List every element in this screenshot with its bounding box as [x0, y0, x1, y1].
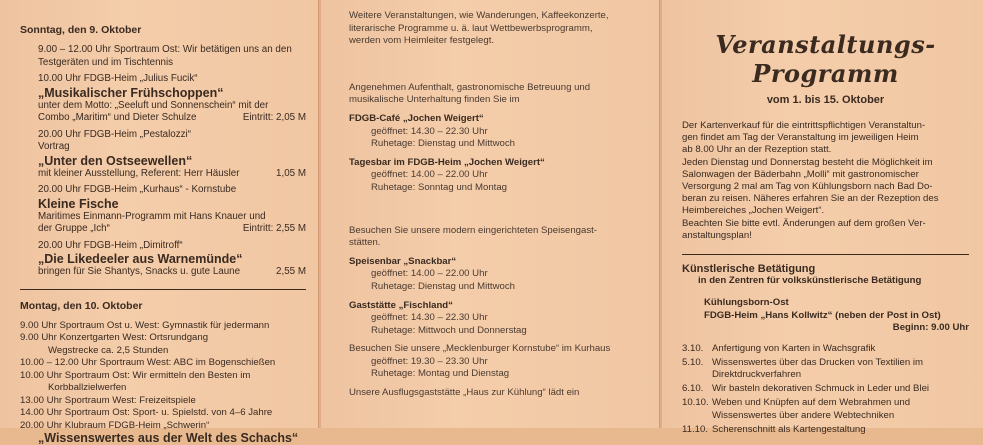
event-time-line: 9.00 Uhr Sportraum Ost u. West: Gymnastik für jedermann	[20, 319, 270, 331]
event-desc: mit kleiner Ausstellung, Referent: Herr Häusler	[38, 167, 240, 179]
section-title: Künstlerische Betätigung	[682, 263, 816, 276]
intro-text: werden vom Heimleiter festgelegt.	[349, 35, 495, 47]
event-desc: bringen für Sie Shantys, Snacks u. gute Laune	[38, 266, 241, 277]
venue-hours: geöffnet: 14.00 – 22.00 Uhr	[371, 268, 488, 280]
event-item	[20, 129, 306, 181]
visit-text: Besuchen Sie unsere modern eingerichteten Speisengast-	[349, 224, 597, 236]
info-text: ab 8.00 Uhr an der Rezeption statt.	[682, 144, 832, 156]
divider	[682, 254, 969, 255]
stay-text: Angenehmen Aufenthalt, gastronomische Betreuung und	[349, 81, 591, 93]
info-text: gen findet am Tag der Veranstaltung im jeweiligen Heim	[682, 132, 919, 144]
event-price: Eintritt: 2,05 M	[242, 112, 306, 123]
venue-restdays: Ruhetage: Montag und Dienstag	[371, 368, 510, 380]
item-text: Wir basteln dekorativen Schmuck in Leder und Blei	[712, 383, 930, 395]
list-item	[682, 383, 969, 395]
item-text: Weben und Knüpfen auf dem Webrahmen und	[712, 397, 911, 409]
event-time-line: 9.00 Uhr Konzertgarten West: Ortsrundgang	[20, 332, 209, 343]
item-text: Scherenschnitt als Kartengestaltung	[712, 423, 866, 435]
event-time-line: 20.00 Uhr FDGB-Heim „Pestalozzi“	[38, 128, 191, 140]
info-text: beran zu reisen. Näheres erfahren Sie an der Rezeption des	[682, 193, 939, 205]
program-title: Veranstaltungs-Programm	[715, 30, 936, 88]
venue-line: Besuchen Sie unsere „Mecklenburger Kornstube“ im Kurhaus	[349, 343, 611, 355]
event-item	[20, 73, 306, 125]
intro-text: Weitere Veranstaltungen, wie Wanderungen, Kaffeekonzerte,	[349, 10, 609, 21]
event-title: „Musikalischer Frühschoppen“	[38, 85, 224, 100]
item-date: 6.10.	[682, 383, 704, 395]
event-desc: der Gruppe „Ich“	[38, 223, 110, 234]
day-heading-monday: Montag, den 10. Oktober	[20, 299, 143, 312]
item-text: Wissenswertes über andere Webtechniken	[712, 409, 895, 421]
venue-name: Gaststätte „Fischland“	[349, 299, 453, 311]
event-desc: Combo „Maritim“ und Dieter Schulze	[38, 112, 197, 123]
left-panel	[0, 0, 318, 445]
item-date: 5.10.	[682, 356, 704, 368]
section-subtitle: in den Zentren für volkskünstlerische Betätigung	[698, 275, 922, 287]
item-date: 11.10.	[682, 423, 708, 435]
venue-hours: geöffnet: 14.30 – 22.30 Uhr	[371, 312, 488, 324]
event-price: Eintritt: 2,55 M	[242, 223, 306, 234]
event-time-line: 20.00 Uhr FDGB-Heim „Dimitroff“	[38, 239, 183, 251]
event-title: „Wissenswertes aus der Welt des Schachs“	[38, 431, 299, 445]
event-title: Kleine Fische	[38, 196, 119, 211]
event-type: Vortrag	[38, 141, 70, 152]
venue-name: Speisenbar „Snackbar“	[349, 255, 457, 267]
item-date: 10.10.	[682, 397, 709, 409]
visit-text: stätten.	[349, 237, 381, 249]
event-desc: Testgeräten und im Tischtennis	[38, 56, 174, 68]
event-desc: Korbballzielwerfen	[48, 382, 127, 393]
event-time-line: 20.00 Uhr Klubraum FDGB-Heim „Schwerin“	[20, 419, 210, 431]
location-start: Beginn: 9.00 Uhr	[892, 322, 969, 334]
info-text: Jeden Dienstag und Donnerstag besteht die Möglichkeit im	[682, 156, 933, 168]
event-item	[20, 44, 306, 69]
info-text: Heimbereiches „Jochen Weigert“.	[682, 205, 825, 217]
divider	[20, 289, 306, 290]
venue-hours: geöffnet: 14.00 – 22.00 Uhr	[371, 169, 488, 181]
workshop-list	[682, 343, 969, 436]
list-item	[682, 424, 969, 436]
item-text: Wissenswertes über das Drucken von Textilien im	[712, 356, 923, 368]
info-text: Versorgung 2 mal am Tag von Kühlungsborn nach Bad Do-	[682, 181, 933, 193]
item-date: 3.10.	[682, 342, 704, 354]
program-subtitle: vom 1. bis 15. Oktober	[766, 94, 885, 106]
event-title: „Die Likedeeler aus Warnemünde“	[38, 252, 243, 266]
venue-hours: geöffnet: 19.30 – 23.30 Uhr	[371, 355, 488, 367]
event-time-line: 9.00 – 12.00 Uhr Sportraum Ost: Wir betätigen uns an den	[38, 44, 292, 55]
intro-text: literarische Programme u. ä. laut Wettbewerbsprogramm,	[349, 22, 593, 34]
event-time-line: 10.00 Uhr FDGB-Heim „Julius Fucik“	[38, 73, 198, 84]
event-item	[20, 184, 306, 236]
event-price: 2,55 M	[276, 266, 306, 277]
item-text: Direktdruckverfahren	[712, 369, 802, 381]
location-venue: FDGB-Heim „Hans Kollwitz“ (neben der Post in Ost)	[704, 309, 941, 321]
event-time-line: 13.00 Uhr Sportraum West: Freizeitspiele	[20, 394, 196, 406]
list-item	[682, 357, 969, 381]
middle-panel	[321, 0, 659, 428]
venue-name: Tagesbar im FDGB-Heim „Jochen Weigert“	[349, 156, 545, 168]
location-name: Kühlungsborn-Ost	[704, 297, 789, 309]
venue-hours: geöffnet: 14.30 – 22.30 Uhr	[371, 125, 488, 137]
event-desc: Maritimes Einmann-Programm mit Hans Knauer und	[38, 210, 266, 222]
item-text: Anfertigung von Karten in Wachsgrafik	[712, 342, 876, 354]
list-item	[682, 397, 969, 421]
event-desc: Wegstrecke ca. 2,5 Stunden	[48, 344, 169, 356]
list-item	[682, 343, 969, 355]
event-item	[20, 240, 306, 279]
stay-text: musikalische Unterhaltung finden Sie im	[349, 94, 520, 106]
venue-line: Unsere Ausflugsgaststätte „Haus zur Kühlung“ lädt ein	[349, 387, 580, 399]
event-time-line: 10.00 Uhr Sportraum Ost: Wir ermitteln den Besten im	[20, 369, 251, 381]
event-time-line: 20.00 Uhr FDGB-Heim „Kurhaus“ - Kornstube	[38, 184, 237, 195]
info-text: anstaltungsplan!	[682, 229, 752, 241]
event-time-line: 14.00 Uhr Sportraum Ost: Sport- u. Spielstd. von 4–6 Jahre	[20, 407, 273, 418]
venue-restdays: Ruhetage: Dienstag und Mittwoch	[371, 280, 515, 292]
info-text: Beachten Sie bitte evtl. Änderungen auf dem großen Ver-	[682, 217, 926, 229]
venue-restdays: Ruhetage: Mittwoch und Donnerstag	[371, 324, 527, 336]
event-price: 1,05 M	[276, 167, 306, 179]
venue-restdays: Ruhetage: Dienstag und Mittwoch	[371, 138, 515, 150]
info-text: Der Kartenverkauf für die eintrittspflichtigen Veranstaltun-	[682, 120, 926, 131]
right-panel	[662, 0, 983, 435]
day-heading-sunday: Sonntag, den 9. Oktober	[20, 24, 142, 36]
event-title: „Unter den Ostseewellen“	[38, 153, 193, 168]
venue-name: FDGB-Café „Jochen Weigert“	[349, 112, 484, 124]
info-text: Salonwagen der Bäderbahn „Molli“ mit gastronomischer	[682, 168, 919, 180]
location-block	[682, 297, 969, 334]
event-desc: unter dem Motto: „Seeluft und Sonnenschein“ mit der	[38, 99, 269, 111]
event-time-line: 10.00 – 12.00 Uhr Sportraum West: ABC im Bogenschießen	[20, 357, 276, 368]
venue-restdays: Ruhetage: Sonntag und Montag	[371, 181, 508, 193]
monday-list	[20, 320, 306, 445]
